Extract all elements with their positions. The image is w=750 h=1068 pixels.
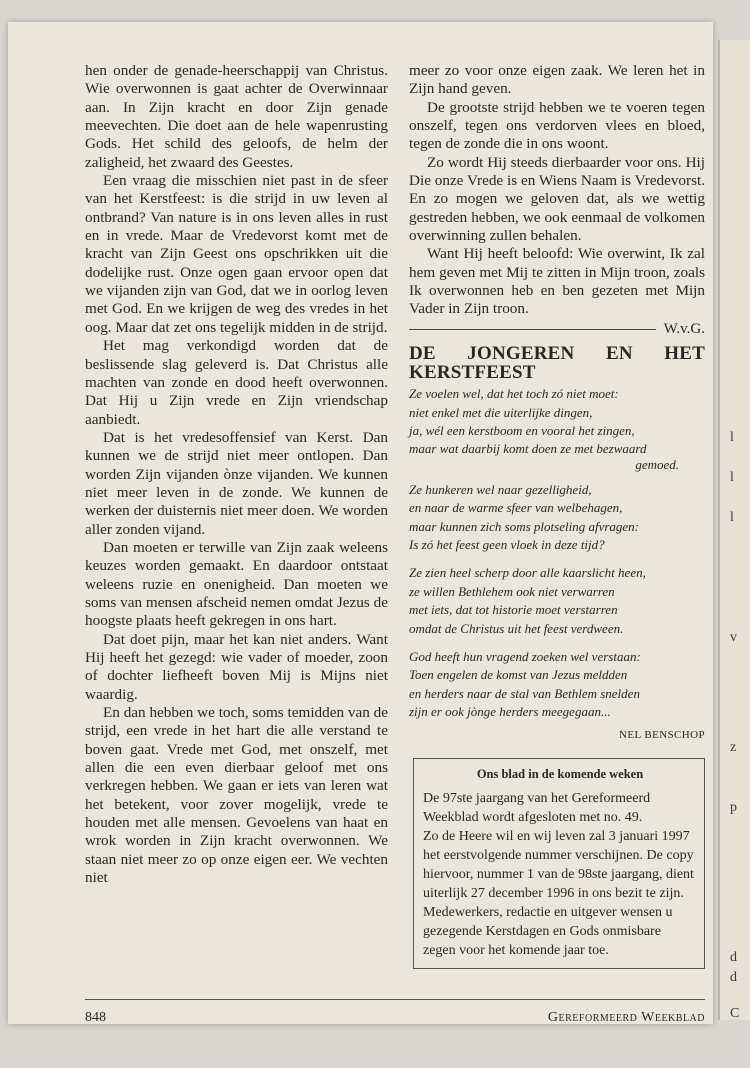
poem-line: maar kunnen zich soms plotseling afvragen: [409, 518, 640, 534]
poem-line: Ze hunkeren wel naar gezelligheid, [409, 481, 592, 497]
poem [409, 385, 705, 722]
adjacent-page-fragment: d [730, 970, 737, 985]
left-paragraph: En dan hebben we toch, soms temidden van de strijd, een vrede in het hart die alle verstand te boven gaat. Vrede met God, met onszelf, met allen die een even dierbaar geloof met ons verkregen hebben. We gaan er iets van leren wat het betekent, voor zover mogelijk, vrede te houden met alle mensen. Gevoelens van haat en wrok worden in Zijn kracht overwonnen. We staan niet meer zo op onze eigen eer. We vechten niet [85, 704, 388, 887]
right-paragraph: meer zo voor onze eigen zaak. We leren het in Zijn hand geven. [409, 62, 705, 98]
footer-divider [85, 999, 705, 1000]
right-column [409, 62, 705, 969]
left-paragraph: Dat is het vredesoffensief van Kerst. Dan kunnen we de strijd niet meer ontlopen. Dan worden Zijn vijanden ònze vijanden. We kunnen niet meer leven in de zonde. We kunnen de werken der duisternis niet meer doen. We worden aller zonden vijand. [85, 428, 388, 538]
article-signature-row [409, 320, 705, 338]
poem-line: met iets, dat tot historie moet verstarren [409, 602, 618, 618]
divider [409, 329, 656, 330]
poem-stanza [409, 385, 705, 471]
left-paragraph: Het mag verkondigd worden dat de beslissende slag geleverd is. Dat Christus alle machten van zonde en dood heeft overwonnen. Dat Hij u Zijn vrede en Zijn vriendschap aanbiedt. [85, 337, 388, 428]
page-number: 848 [85, 1010, 106, 1025]
poem-line: Ze voelen wel, dat het toch zó niet moet: [409, 386, 619, 402]
adjacent-page-fragment: v [730, 630, 737, 645]
magazine-page [8, 22, 713, 1024]
notice-paragraph: Zo de Heere wil en wij leven zal 3 januari 1997 het eerstvolgende nummer verschijnen. De copy hiervoor, nummer 1 van de 98ste jaargang, dient uiterlijk 27 december 1996 in ons bezit te zijn. [423, 829, 694, 901]
poem-stanza [409, 564, 705, 638]
right-paragraph: Zo wordt Hij steeds dierbaarder voor ons. Hij Die onze Vrede is en Wiens Naam is Vredevorst. En zo mogen we geloven dat, als we wettig gestreden hebben, we ook eenmaal de volkomen overwinning zullen behalen. [409, 153, 705, 245]
adjacent-page-fragment: l [730, 470, 734, 485]
adjacent-page-fragment: p [730, 800, 737, 815]
left-paragraph: Dat doet pijn, maar het kan niet anders. Want Hij heeft het gezegd: wie vader of moeder, zoon of dochter liefheeft boven Mij is Mijns niet waardig. [85, 630, 388, 703]
left-column [85, 62, 388, 887]
poem-stanza [409, 648, 705, 722]
poem-stanza [409, 481, 705, 555]
left-paragraph: Dan moeten er terwille van Zijn zaak weleens keuzes worden gemaakt. En daardoor ontstaat weleens ruzie en onenigheid. Dan moeten we soms van mensen afscheid nemen omdat Jezus de hoogste plaats heeft gekregen in ons hart. [85, 538, 388, 630]
poem-line: omdat de Christus uit het feest verdween. [409, 620, 624, 636]
poem-line: maar wat daarbij komt doen ze met bezwaard [409, 441, 647, 457]
right-paragraph: De grootste strijd hebben we te voeren tegen onszelf, tegen ons verdorven vlees en bloed, tegen de zonde die in ons woont. [409, 98, 705, 153]
article-signature: W.v.G. [663, 320, 705, 337]
adjacent-page-fragment: C [730, 1006, 740, 1021]
poem-line: Is zó het feest geen vloek in deze tijd? [409, 537, 605, 552]
poem-line-continuation: gemoed. [635, 456, 679, 472]
poem-line: Toen engelen de komst van Jezus meldden [409, 667, 628, 683]
poem-line: God heeft hun vragend zoeken wel verstaan: [409, 649, 641, 665]
adjacent-page-fragment: l [730, 430, 734, 445]
notice-title: Ons blad in de komende weken [476, 767, 644, 781]
publication-title: Gereformeerd Weekblad [547, 1010, 705, 1025]
poem-line: en herders naar de stal van Bethlem snelden [409, 685, 640, 701]
poem-line: Ze zien heel scherp door alle kaarslicht heen, [409, 565, 646, 581]
left-paragraph: hen onder de genade-heerschappij van Christus. Wie overwonnen is gaat achter de Overwinnaar aan. In Zijn kracht en door Zijn genade meevechten. Die doet aan de hele wapenrusting Gods. Het schild des geloofs, de helm der zaligheid, het zwaard des Geestes. [85, 62, 388, 171]
adjacent-page-fragment: d [730, 950, 737, 965]
poem-line: niet enkel met die uiterlijke dingen, [409, 404, 593, 420]
adjacent-page-fragment: l [730, 510, 734, 525]
notice-paragraph: Medewerkers, redactie en uitgever wensen u gezegende Kerstdagen en Gods onmisbare zegen voor het komende jaar toe. [423, 905, 673, 958]
section-heading: DE JONGEREN EN HET KERSTFEEST [409, 343, 705, 384]
left-paragraph: Een vraag die misschien niet past in de sfeer van het Kerstfeest: is die strijd in uw leven al ontbrand? Van nature is in ons leven alles in rust en in vrede. Maar de Vredevorst komt met de kracht van Zijn Geest ons opschrikken uit die dodelijke rust. Onze ogen gaan ervoor open dat we vijanden zijn van God, dat we in oorlog leven met God. En we krijgen de weg des vredes in het oog. Maar dat zet ons tegelijk midden in de strijd. [85, 172, 388, 336]
poem-line: ze willen Bethlehem ook niet verwarren [409, 583, 615, 599]
poem-line: zijn er ook jònge herders meegegaan... [409, 704, 611, 720]
right-paragraph: Want Hij heeft beloofd: Wie overwint, Ik zal hem geven met Mij te zitten in Mijn troon, zoals Ik overwonnen heb en ben gezeten met Mijn Vader in Zijn troon. [409, 245, 705, 318]
poem-author: NEL BENSCHOP [619, 728, 705, 741]
notice-box [413, 758, 705, 969]
adjacent-page-fragment: z [730, 740, 737, 755]
notice-paragraph: De 97ste jaargang van het Gereformeerd Weekblad wordt afgesloten met no. 49. [423, 791, 651, 825]
adjacent-page-edge [718, 40, 750, 1020]
poem-line: en naar de warme sfeer van welbehagen, [409, 500, 623, 516]
poem-line: ja, wél een kerstboom en vooral het zingen, [409, 422, 635, 438]
